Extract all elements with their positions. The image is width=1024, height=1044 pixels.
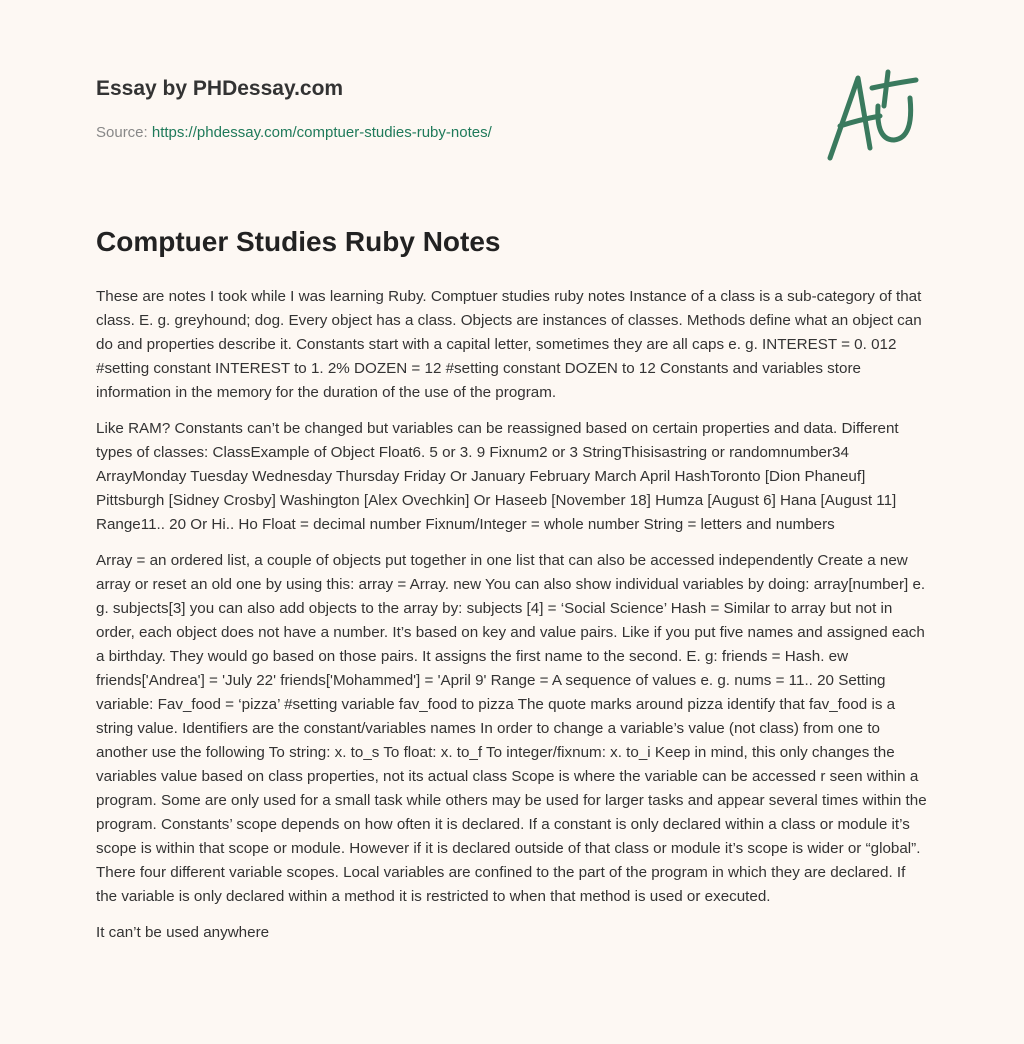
paragraph: Array = an ordered list, a couple of objects put together in one list that can also be accessed independently Create a new array or reset an old one by using this: array = Array. new You can also show individual variables by doing: array[number] e. g. subjects[3] you can also add objects to the array by: subjects [4] = ‘Social Science’ Hash = Similar to array but not in order, each object does not have a number. It’s based on key and value pairs. Like if you put five names and assigned each a birthday. They would go based on those pairs. It assigns the first name to the second. E. g: friends = Hash. ew friends['Andrea'] = 'July 22' friends['Mohammed'] = 'April 9' Range = A sequence of values e. g. nums = 11.. 20 Setting variable: Fav_food = ‘pizza’ #setting variable fav_food to pizza The quote marks around pizza identify that fav_food is a string value. Identifiers are the constant/variables names In order to change a variable’s value (not class) from one to another use the following To string: x. to_s To float: x. to_f To integer/fixnum: x. to_i Keep in mind, this only changes the variables value based on class properties, not its actual class Scope is where the variable can be accessed r seen within a program. Some are only used for a small task while others may be used for larger tasks and appear several times within the program. Constants’ scope depends on how often it is declared. If a constant is only declared within a class or module it’s scope is within that scope or module. However if it is declared outside of that class or module it’s scope is wider or “global”. There four different variable scopes. Local variables are confined to the part of the program in which they are declared. If the variable is only declared within a method it is restricted to when that method is used or executed. (96, 552, 927, 905)
paragraph: These are notes I took while I was learning Ruby. Comptuer studies ruby notes Instance of a class is a sub-category of that class. E. g. greyhound; dog. Every object has a class. Objects are instances of classes. Methods define what an object can do and properties describe it. Constants start with a capital letter, sometimes they are all caps e. g. INTEREST = 0. 012 #setting constant INTEREST to 1. 2% DOZEN = 12 #setting constant DOZEN to 12 Constants and variables store information in the memory for the duration of the use of the program. (96, 288, 922, 401)
source-label: Source: (96, 124, 152, 141)
article-body (96, 285, 930, 957)
source-line (96, 124, 492, 141)
paragraph: It can’t be used anywhere (96, 924, 270, 941)
source-link[interactable]: https://phdessay.com/comptuer-studies-ruby-notes/ (151, 124, 492, 141)
a-plus-logo-icon (818, 68, 930, 164)
brand-title: Essay by PHDessay.com (96, 77, 344, 100)
paragraph: Like RAM? Constants can’t be changed but variables can be reassigned based on certain properties and data. Different types of classes: ClassExample of Object Float6. 5 or 3. 9 Fixnum2 or 3 StringThisisastring or randomnumber34 ArrayMonday Tuesday Wednesday Thursday Friday Or January February March April HashToronto [Dion Phaneuf] Pittsburgh [Sidney Crosby] Washington [Alex Ovechkin] Or Haseeb [November 18] Humza [August 6] Hana [August 11] Range11.. 20 Or Hi.. Ho Float = decimal number Fixnum/Integer = whole number String = letters and numbers (96, 420, 899, 533)
article-title: Comptuer Studies Ruby Notes (96, 226, 501, 257)
